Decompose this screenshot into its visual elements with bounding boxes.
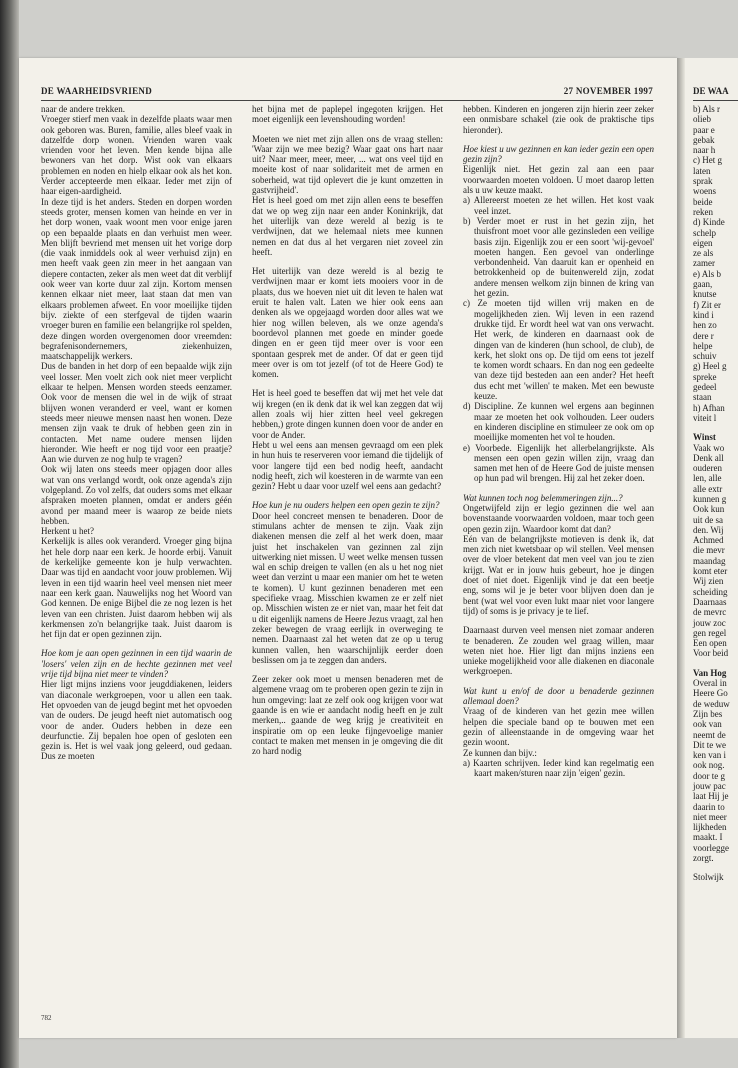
- facing-page-line: schuiv: [693, 351, 717, 362]
- paragraph: Het is heel goed om met zijn allen eens te beseffen dat we op weg zijn naar een ander Koninkrijk, dat het uiterlijk van deze wereld al bezig is te verdwijnen, dat we helemaal niets mee kunnen nemen en dat dus al het vergaren niet zoveel zin heeft.: [252, 195, 443, 257]
- facing-page-line: viteit l: [693, 412, 717, 423]
- facing-page-line: niet meer: [693, 811, 727, 822]
- paragraph: Het is heel goed te beseffen dat wij met het vele dat wij kregen (en ik denk dat ik wel kan zeggen dat wij allen zoals wij hier zitten heel veel gekregen hebben,) grote dingen kunnen doen voor de ander en voor de Ander.: [252, 388, 443, 440]
- facing-page-line: kind i: [693, 309, 714, 320]
- facing-page-line: ken van i: [693, 750, 726, 761]
- paragraph: Zeer zeker ook moet u mensen benaderen met de algemene vraag om te proberen open gezin te zijn in hun omgeving: laat ze zelf ook oog krijgen voor wat gaande is en wie er aandacht nodig heeft en je zult merken,.. gaande de weg krijg je creativiteit en inspiratie om op een leuke fijngevoelige manier contact te maken met mensen in je omgeving die dit zo hard nodig: [252, 674, 443, 757]
- facing-page-line: spreke: [693, 371, 717, 382]
- book-spine-shadow: [0, 0, 19, 1068]
- facing-page-line: g) Heel g: [693, 361, 727, 372]
- facing-page-line: kunnen g: [693, 493, 727, 504]
- list-item: e) Voorbede. Eigenlijk het allerbelangrijkste. Als mensen een open gezin willen zijn, vraag dan samen met hen of de Heere God de juiste mensen op hun pad wil brengen. Hij zal het zeker doen.: [463, 442, 654, 484]
- facing-page-line: zamer: [693, 258, 715, 269]
- facing-page-line: maakt. I: [693, 832, 723, 843]
- facing-page-line: lijkheden: [693, 822, 727, 833]
- facing-page-rule: [693, 100, 738, 101]
- facing-page-line: ze als: [693, 248, 714, 259]
- header-rule: [41, 100, 653, 101]
- facing-page-line: d) Kinde: [693, 217, 725, 228]
- facing-page-line: Achmed: [693, 535, 724, 546]
- facing-page-line: gaan,: [693, 279, 713, 290]
- list-item: d) Discipline. Ze kunnen wel ergens aan beginnen maar ze moeten het ook volhouden. Leer ouders en kinderen discipline en stimuleer ze ook om op moeilijke momenten het vol te houden.: [463, 401, 654, 443]
- paragraph: Eigenlijk niet. Het gezin zal aan een paar voorwaarden moeten voldoen. U moet daarop letten als u uw keuze maakt.: [463, 164, 654, 196]
- facing-page-line: Wij zien: [693, 576, 724, 587]
- facing-page-line: jouw pac: [693, 781, 726, 791]
- facing-page-line: helpe: [693, 340, 713, 351]
- paragraph: Ze kunnen dan bijv.:: [463, 747, 537, 758]
- facing-page-line: Ook kun: [693, 504, 725, 515]
- list-item: c) Ze moeten tijd willen vrij maken en de mogelijkheden zien. Wij leven in een razend drukke tijd. Er wordt heel wat van ons verwacht. Het werk, de kinderen en daarnaast ook de dingen van de kinderen (hun school, de club), de kerk, het slokt ons op. De tijd om eens tot jezelf te komen wordt schaars. En dan nog een gedeelte van deze tijd besteden aan een ander? Het heeft dus echt met 'willen' te maken. Met een bewuste keuze.: [463, 298, 654, 402]
- facing-page-line: olieb: [693, 114, 711, 125]
- paragraph: Ongetwijfeld zijn er legio gezinnen die wel aan bovenstaande voorwaarden voldoen, maar toch geen open gezin zijn. Waardoor komt dat dan?: [463, 502, 654, 534]
- facing-page-line: Heere Go: [693, 688, 728, 699]
- facing-signature: Stolwijk: [693, 872, 724, 883]
- magazine-page: [19, 58, 677, 1038]
- paragraph: Moeten we niet met zijn allen ons de vraag stellen: 'Waar zijn we mee bezig? Waar gaat ons hart naar uit? Naar meer, meer, meer, ... wat ons veel tijd en moeite kost of naar solidariteit met de armen en soberheid, wat tijd oplevert die je kunt omzetten in gastvrijheid'.: [252, 133, 443, 196]
- facing-page-line: gebak: [693, 134, 715, 145]
- facing-page-line: jouw zoc: [693, 617, 726, 628]
- paragraph: Hebt u wel eens aan mensen gevraagd om een plek in hun huis te reserveren voor iemand die tijdelijk of voor langere tijd een bed nodig heeft, aandacht nodig heeft, zich wil koesteren in de warmte van een gezin? Hebt u daar voor uzelf wel eens aan gedacht?: [252, 439, 443, 492]
- running-head: [41, 86, 653, 100]
- facing-page-line: Daarnaas: [693, 596, 727, 607]
- facing-page-line: Zijn bes: [693, 708, 723, 719]
- list-item: a) Allereerst moeten ze het willen. Het kost vaak veel inzet.: [463, 195, 654, 216]
- facing-page-line: c) Het g: [693, 155, 722, 166]
- facing-page-line: knutse: [693, 289, 717, 300]
- facing-page-line: eigen: [693, 237, 713, 248]
- facing-page-line: woens: [693, 186, 716, 197]
- subheading-question: Wat kunt u en/of de door u benaderde gezinnen allemaal doen?: [463, 685, 654, 707]
- list: [463, 758, 654, 779]
- page-gutter: [677, 58, 685, 1038]
- subheading-question: Hoe kun je nu ouders helpen een open gezin te zijn?: [252, 500, 440, 511]
- facing-page-line: zorgt.: [693, 853, 714, 864]
- facing-page-line: scheiding: [693, 586, 728, 597]
- facing-page-line: komt eter: [693, 566, 728, 577]
- facing-page-line: naar h: [693, 145, 716, 156]
- facing-page-line: schelp: [693, 227, 716, 238]
- facing-page-line: de weduw: [693, 698, 730, 709]
- text-column-3: [463, 104, 654, 1004]
- paragraph: Ook wij laten ons steeds meer opjagen door alles wat van ons verlangd wordt, ook onze agenda's zijn volgepland. Zo vol zelfs, dat ouders soms met elkaar afspraken moeten plannen, omdat er anders géén avond per maand meer is waarop ze beide niets hebben.: [41, 464, 232, 526]
- facing-page-line: Voor beid: [693, 648, 729, 659]
- facing-page-line: Vaak wo: [693, 442, 725, 453]
- facing-page-line: beide: [693, 196, 713, 207]
- subheading-question: Wat kunnen toch nog belemmeringen zijn...?: [463, 492, 623, 503]
- subheading-question: Hoe kiest u uw gezinnen en kan ieder gezin een open gezin zijn?: [463, 143, 654, 165]
- facing-page-line: den. Wij: [693, 524, 724, 535]
- facing-page-edge: [685, 58, 738, 1038]
- facing-page-line: gen regel: [693, 627, 727, 638]
- facing-section-title: Van Hog: [693, 667, 727, 678]
- paragraph: Vroeger stierf men vaak in dezelfde plaats waar men ook geboren was. Buren, familie, alles bleef vaak in datzelfde dorp wonen. Vrienden waren vaak vrienden voor het leven. Men kende bijna alle bewoners van het dorp. Wist ook van elkaars problemen en noden en hielp elkaar ook als het kon. Verder accepteerde men elkaar. Ieder met zijn of haar eigen-aardigheid.: [41, 114, 232, 197]
- subheading-question: Hoe kom je aan open gezinnen in een tijd waarin de 'losers' velen zijn en de hechte gezinnen met veel vrije tijd bijna niet meer te vinden?: [41, 648, 232, 680]
- facing-page-line: maandag: [693, 555, 726, 566]
- paragraph: Dus de banden in het dorp of een bepaalde wijk zijn veel losser. Men voelt zich ook niet meer verplicht elkaar te helpen. Mensen worden steeds eenzamer. Ook voor de mensen die wel in de wijk of straat blijven wonen veranderd er veel, want er komen steeds meer nieuwe mensen naast hen wonen. Deze mensen zijn vaak te druk of hebben geen zin in contacten. Met name oudere mensen lijden hieronder. Wie heeft er nog tijd voor een praatje? Aan wie durven ze nog hulp te vragen?: [41, 361, 232, 465]
- facing-page-line: Overal in: [693, 678, 727, 689]
- facing-page-line: Denk all: [693, 452, 724, 463]
- list-item: b) Verder moet er rust in het gezin zijn, het thuisfront moet voor alle gezinsleden een veilige basis zijn. Eigenlijk zou er een soort 'wij-gevoel' moeten hangen. Een gevoel van onderlinge verbondenheid. Van daaruit kan er openheid en betrokkenheid op de buitenwereld zijn, zodat andere mensen welkom zijn binnen de kring van het gezin.: [463, 215, 654, 299]
- paragraph: het bijna met de paplepel ingegoten krijgen. Het moet eigenlijk een levenshouding worden!: [252, 104, 443, 125]
- publication-name: DE WAARHEIDSVRIEND: [41, 86, 153, 96]
- paragraph: naar de andere trekken.: [41, 104, 125, 114]
- facing-page-line: staan: [693, 392, 712, 403]
- facing-page-line: paar e: [693, 124, 715, 135]
- facing-page-line: gedeel: [693, 382, 717, 393]
- facing-page-line: dere r: [693, 330, 714, 341]
- text-column-1: [41, 104, 232, 1004]
- list-item: a) Kaarten schrijven. Ieder kind kan regelmatig een kaart maken/sturen naar zijn 'eigen' gezin.: [463, 757, 654, 779]
- paragraph: Herkent u het?: [41, 526, 94, 537]
- facing-page-line: door te g: [693, 770, 725, 781]
- facing-page-line: ook van: [693, 719, 722, 730]
- facing-page-line: hen zo: [693, 320, 717, 331]
- paragraph: Hier ligt mijns inziens voor jeugddiakenen, leiders van diaconale werkgroepen, voor u allen een taak. Het opvoeden van de jeugd begint met het opvoeden van de ouders. De jeugd heeft niet automatisch oog voor de ander. Ouders hebben in deze een deurfunctie. Zij bepalen hoe open of gesloten een gezin is. Het is wel vaak jong geleerd, oud gedaan. Dus ze moeten: [41, 679, 232, 762]
- facing-page-line: h) Afhan: [693, 402, 725, 413]
- paragraph: Het uiterlijk van deze wereld is al bezig te verdwijnen maar er komt iets mooiers voor in de plaats, dus we hoeven niet uit dit leven te halen wat eruit te halen valt. Laten we hier ook eens aan denken als we opgejaagd worden door alles wat we hier nog willen beleven, als we onze agenda's boordevol plannen met goede en minder goede dingen en er geen tijd meer over is voor een spontaan gesprek met de ander. Of dat er geen tijd meer over is om tot jezelf (of tot de Heere God) te komen.: [252, 266, 443, 380]
- paragraph: In deze tijd is het anders. Steden en dorpen worden steeds groter, mensen komen van heinde en ver in het dorp wonen, vaak woont men voor enige jaren op een bepaalde plaats en dan verhuist men weer. Men blijft bevriend met mensen uit het vorige dorp (die vaak inmiddels ook al weer verhuisd zijn) en men heeft vaak geen zin meer in het aangaan van diepere contacten, zeker als men weet dat dit verblijf ook weer van korte duur zal zijn. Kortom mensen kennen elkaar niet meer, laat staan dat men van elkaars problemen afweet. En voor moeilijke tijden bijv. ziekte of een sterfgeval de tijden waarin vroeger buren en familie een belangrijke rol spelden, deze dingen worden overgenomen door vreemden: begrafenisondernemers, ziekenhuizen, maatschappelijk werkers.: [41, 196, 232, 362]
- facing-page-line: alle extr: [693, 483, 723, 494]
- paragraph: Vraag of de kinderen van het gezin mee willen helpen die speciale band op te bouwen met een gezin of alleenstaande in de omgeving waar het gezin woont.: [463, 706, 654, 748]
- facing-page-line: daarin to: [693, 801, 725, 812]
- facing-page-line: voorlegge: [693, 842, 729, 853]
- paragraph: Eén van de belangrijkste motieven is denk ik, dat men zich niet kwetsbaar op wil stellen. Veel mensen over de vloer betekent dat men veel van jou te zien krijgt. Wat er in jouw huis gebeurt, hoe je dingen doet of niet doet. Eigenlijk vind je dat een beetje eng, soms wil je je beter voor blijven doen dan je bent (wat wel voor even lukt maar niet voor langere tijd) of soms is je privacy je te lief.: [463, 533, 654, 616]
- paragraph: Door heel concreet mensen te benaderen. Door de stimulans achter de mensen te zijn. Vaak zijn diakenen mensen die zelf al het werk doen, maar juist het inschakelen van gezinnen zal zijn uitwerking niet missen. U weet welke mensen tussen wal en schip dreigen te vallen (en als u het nog niet weet dan verzint u maar een manier om het te weten te komen). U kunt gezinnen benaderen met een specifieke vraag. Misschien kwamen ze er zelf niet op. Misschien wisten ze er niet van, maar het feit dat u dit eigenlijk namens de Heere Jezus vraagt, zal hen zeker bewegen de vraag eerlijk in overweging te nemen. Daarnaast zal het weten dat ze op u terug kunnen vallen, hen waarschijnlijk eerder doen beslissen om ja te zeggen dan anders.: [252, 510, 443, 665]
- facing-section-title: Winst: [693, 432, 716, 443]
- facing-page-line: Een open: [693, 638, 727, 649]
- page-number: 782: [41, 1014, 52, 1022]
- facing-page-header: DE WAA: [693, 86, 729, 96]
- facing-page-line: die mevr: [693, 545, 725, 556]
- facing-page-line: neemt de: [693, 729, 726, 740]
- facing-page-line: reken: [693, 206, 713, 217]
- facing-page-line: sprak: [693, 176, 713, 187]
- facing-page-line: f) Zit er: [693, 299, 721, 310]
- facing-page-line: de mevrc: [693, 607, 727, 618]
- issue-date: 27 NOVEMBER 1997: [563, 86, 653, 96]
- list: [463, 195, 654, 483]
- text-column-2: [252, 104, 443, 1004]
- facing-page-line: laat Hij je: [693, 791, 729, 802]
- facing-page-line: ook nog.: [693, 760, 725, 771]
- facing-page-line: e) Als b: [693, 268, 721, 279]
- paragraph: Kerkelijk is alles ook veranderd. Vroeger ging bijna het hele dorp naar een kerk. Je hoorde erbij. Vanuit de kerkelijke gemeente kon je hulp verwachten. Daar was tijd en aandacht voor jouw problemen. Wij leven in een tijd waarin heel veel mensen niet meer naar een kerk gaan. Nauwelijks nog het Woord van God kennen. De enige Bijbel die ze nog lezen is het leven van een christen. Juist daarom hebben wij als kerkmensen zo'n belangrijke taak. Juist daarom is het fijn dat er open gezinnen zijn.: [41, 536, 232, 640]
- facing-page-line: laten: [693, 165, 711, 176]
- paragraph: hebben. Kinderen en jongeren zijn hierin zeer zeker een onmisbare schakel (zie ook de praktische tips hieronder).: [463, 104, 654, 135]
- facing-page-line: Dit te we: [693, 739, 726, 750]
- facing-page-line: b) Als r: [693, 104, 720, 114]
- facing-page-line: ouderen: [693, 463, 722, 474]
- facing-page-text: [693, 104, 738, 883]
- facing-page-line: len, alle: [693, 473, 722, 484]
- paragraph: Daarnaast durven veel mensen niet zomaar anderen te benaderen. Ze zouden wel graag willen, maar weten niet hoe. Hier ligt dan mijns inziens een unieke mogelijkheid voor alle diakenen en diaconale werkgroepen.: [463, 625, 654, 677]
- facing-page-line: uit de sa: [693, 514, 723, 525]
